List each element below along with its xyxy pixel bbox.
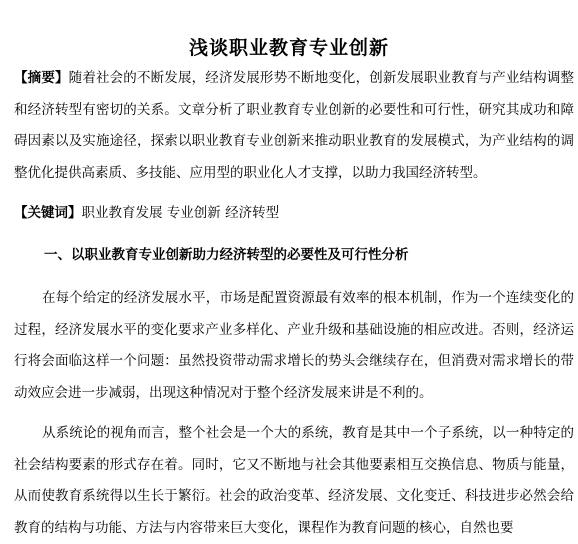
keywords-label: 【关键词】 (14, 205, 82, 221)
keywords-text: 职业教育发展 专业创新 经济转型 (81, 205, 280, 221)
keywords-line (14, 198, 574, 230)
body-paragraph-2: 从系统论的视角而言，整个社会是一个大的系统，教育是其中一个子系统，以一种特定的社会结构要素的形式存在着。同时，它又不断地与社会其他要素相互交换信息、物质与能量，从而使教育系统得以生长于繁衍。社会的政治变革、经济发展、文化变迁、科技进步必然会给教育的结构与功能、方法与内容带来巨大变化，课程作为教育问题的核心，自然也要 (14, 425, 574, 536)
abstract-paragraph (14, 63, 574, 189)
document-title: 浅谈职业教育专业创新 (188, 36, 389, 59)
body-paragraph-1: 在每个给定的经济发展水平，市场是配置资源最有效率的根本机制，作为一个连续变化的过程，经济发展水平的变化要求产业多样化、产业升级和基础设施的相应改进。否则，经济运行将会面临这样一个问题：虽然投资带动需求增长的势头会继续存在，但消费对需求增长的带动效应会进一步减弱，出现这种情况对于整个经济发展来讲是不利的。 (14, 290, 574, 401)
section-heading: 一、以职业教育专业创新助力经济转型的必要性及可行性分析 (44, 247, 409, 263)
abstract-text: 随着社会的不断发展，经济发展形势不断地变化，创新发展职业教育与产业结构调整和经济转型有密切的关系。文章分析了职业教育专业创新的必要性和可行性，研究其成功和障碍因素以及实施途径，探索以职业教育专业创新来推动职业教育的发展模式，为产业结构的调整优化提供高素质、多技能、应用型的职业化人才支撑，以助力我国经济转型。 (14, 70, 575, 181)
abstract-label: 【摘要】 (14, 70, 69, 86)
